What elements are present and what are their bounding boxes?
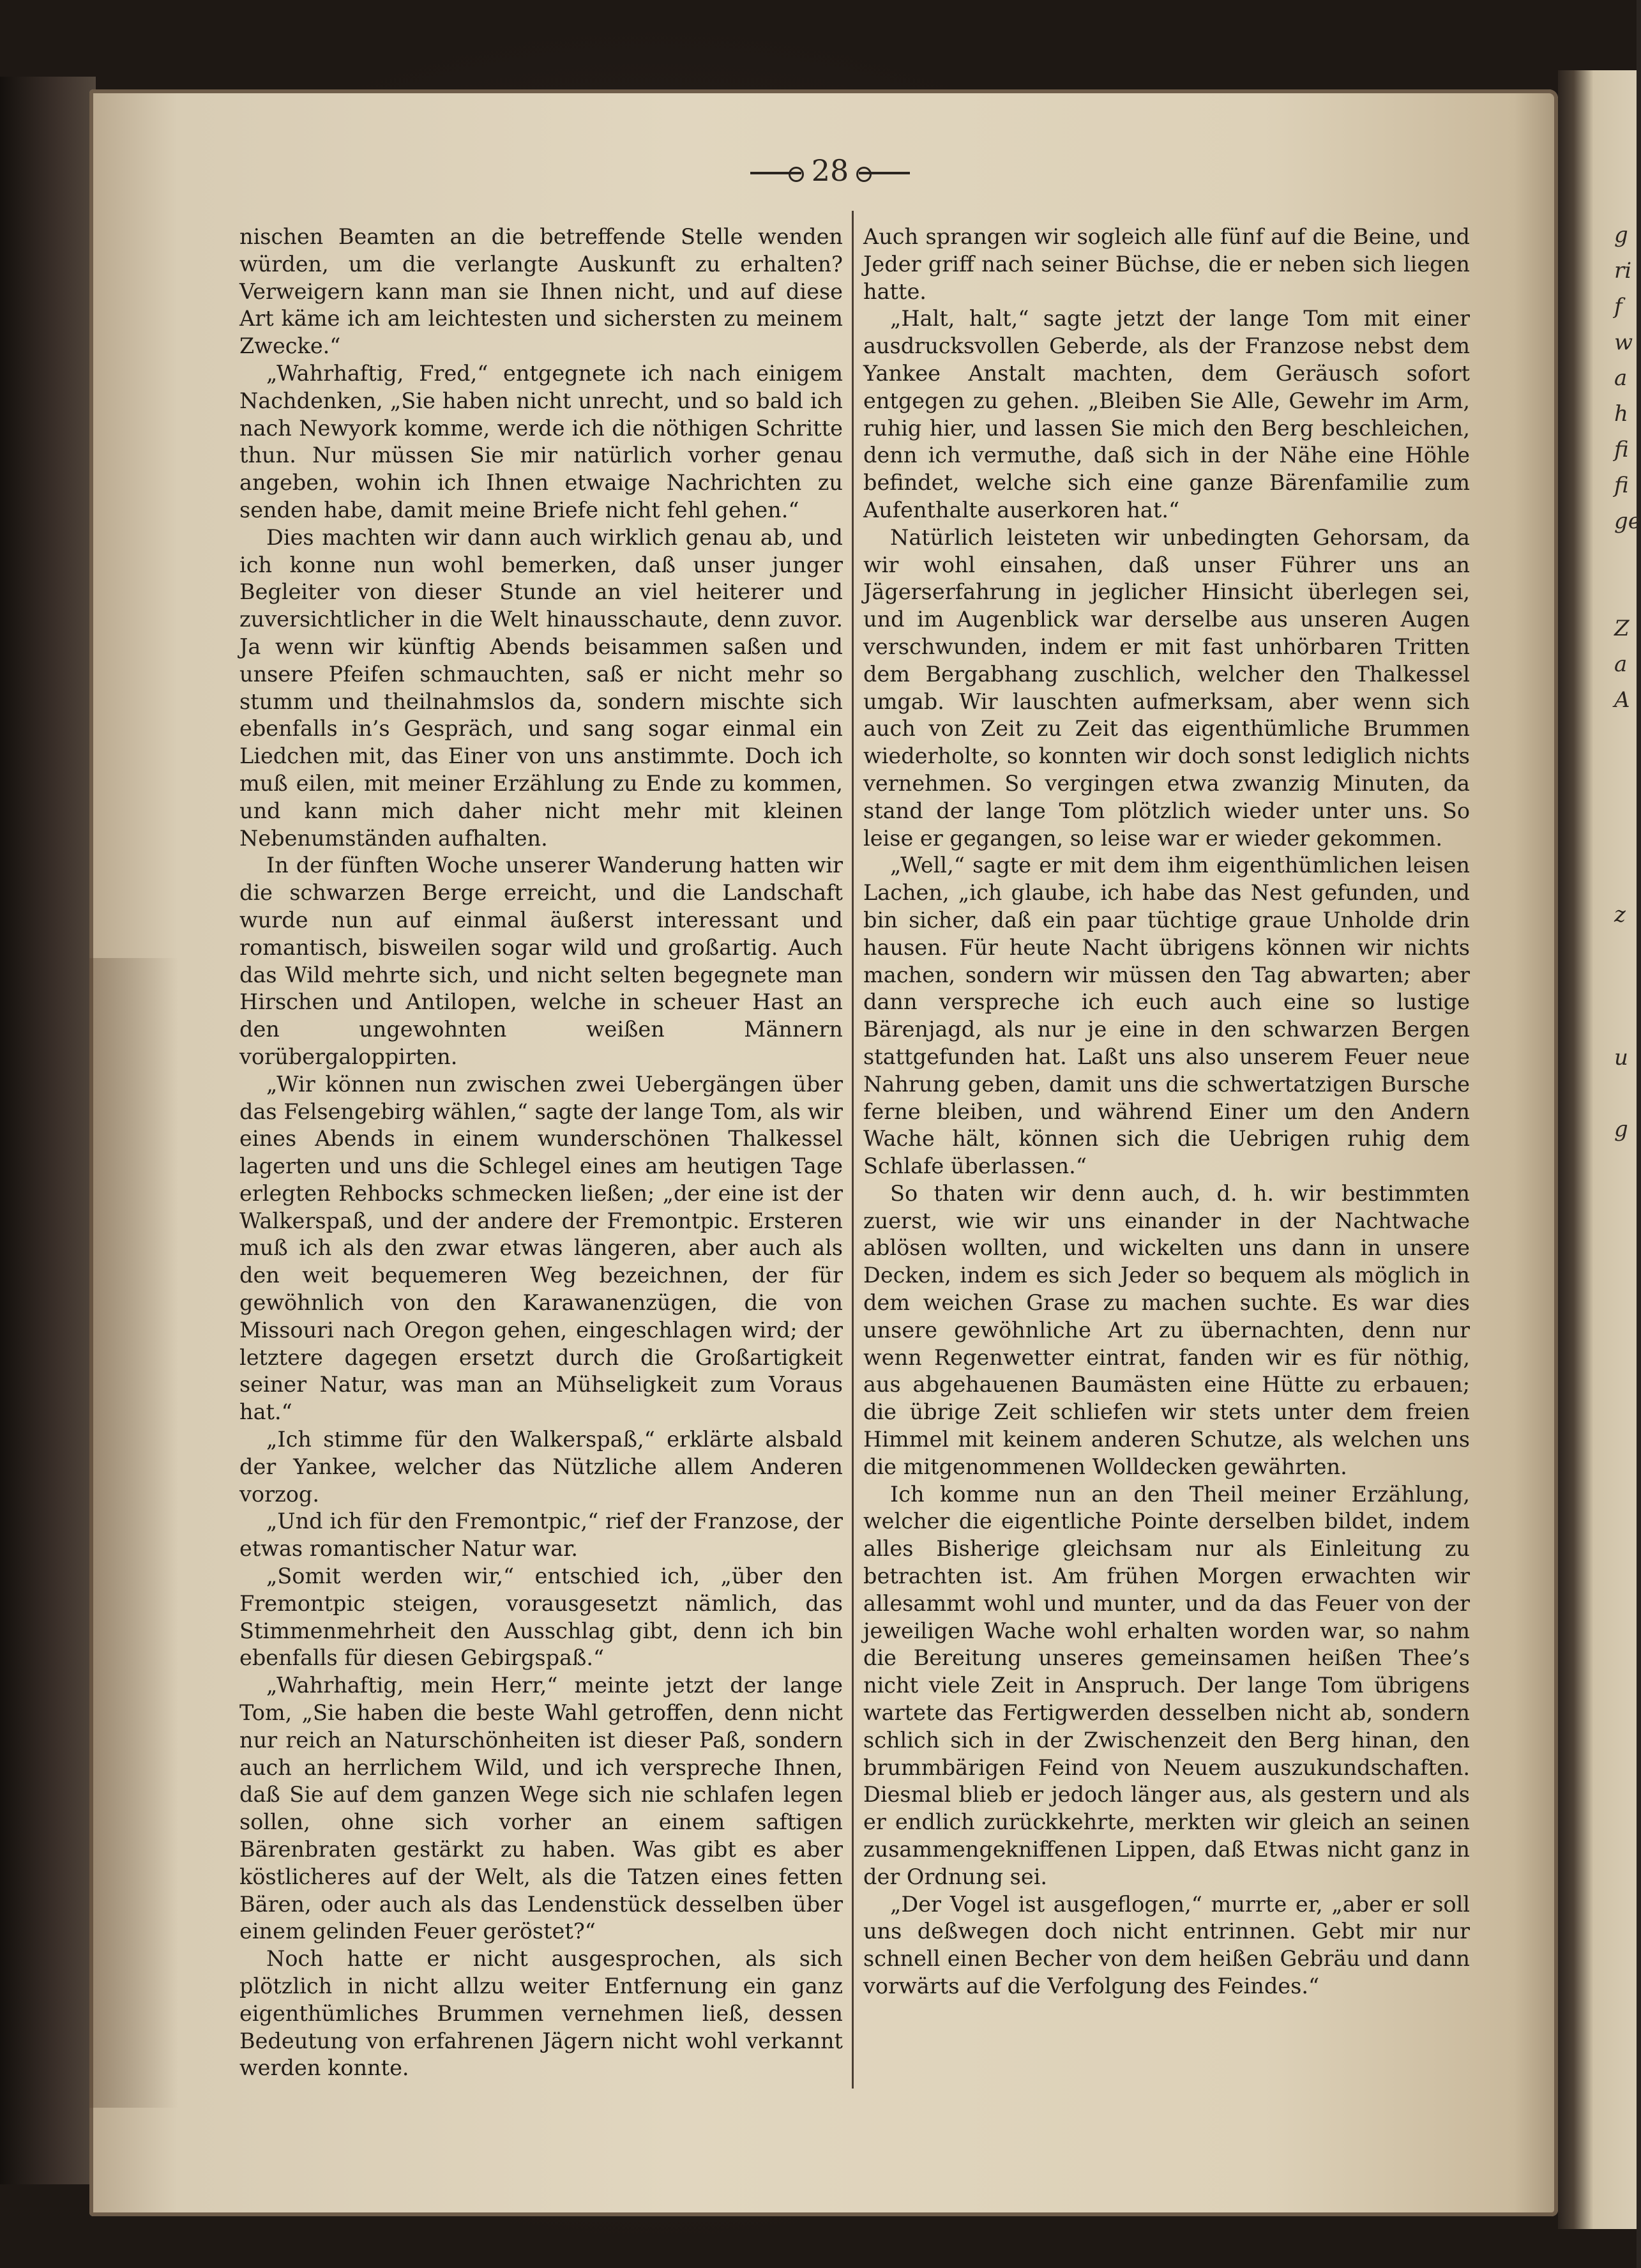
edge-letter (1614, 789, 1637, 825)
edge-letter (1614, 1076, 1637, 1111)
edge-letter: ge (1614, 508, 1641, 534)
edge-letter (1614, 718, 1637, 754)
edge-letter: fi (1614, 473, 1629, 498)
edge-letter: h (1614, 401, 1628, 427)
facing-page-letters (1614, 217, 1641, 1219)
paragraph: In der fünften Woche unserer Wanderung hatten wir die schwarzen Berge erreicht, und die Landschaft wurde nun auf einmal äußerst interessant und romantisch, bisweilen sogar wild und großartig. Auch das Wild mehrte sich, und nicht selten begegnete man Hirschen und Antilopen, welche in scheuer Hast an den ungewohnten weißen Männern vorübergaloppirten. (239, 853, 843, 1069)
paragraph: „Somit werden wir,“ entschied ich, „über den Fremontpic steigen, vorausgesetzt nämlich, das Stimmenmehrheit den Ausschlag gibt, denn ich bin ebenfalls für diesen Gebirgspaß.“ (239, 1564, 843, 1671)
edge-letter: a (1614, 651, 1628, 677)
edge-letter: f (1614, 294, 1622, 319)
edge-letter (1614, 1004, 1637, 1040)
ornament-right (859, 172, 910, 174)
paragraph: „Der Vogel ist ausgeflogen,“ murrte er, „aber er soll uns deßwegen doch nicht entrinnen. Gebt mir nur schnell einen Becher von dem heißen Gebräu und dann vorwärts auf die Verfolgung des Feindes.“ (863, 1891, 1470, 1998)
text-column-right (863, 224, 1470, 2000)
ornament-left (750, 172, 801, 174)
edge-letter: a (1614, 365, 1628, 391)
paragraph: So thaten wir denn auch, d. h. wir bestimmten zuerst, wie wir uns einander in der Nachtwache ablösen wollten, und wickelten uns dann in unsere Decken, indem es sich Jeder so bequem als möglich in dem weichen Grase zu machen suchte. Es war dies unsere gewöhnliche Art zu übernachten, denn nur wenn Regenwetter eintrat, fanden wir es für nöthig, aus abgehauenen Baumästen eine Hütte zu erbauen; die übrige Zeit schliefen wir stets unter dem freien Himmel mit keinem anderen Schutze, als welchen uns die mitgenommenen Wolldecken gewährten. (863, 1180, 1470, 1479)
edge-letter (1614, 1183, 1637, 1219)
edge-letter (1614, 575, 1637, 611)
edge-letter (1614, 1147, 1637, 1183)
paragraph: Natürlich leisteten wir unbedingten Gehorsam, da wir wohl einsahen, daß unser Führer uns an Jägerserfahrung in jeglicher Hinsicht überlegen sei, und im Augenblick war derselbe aus unseren Augen verschwunden, indem er mit fast unhörbaren Tritten dem Bergabhang zuschlich, welcher den Thalkessel umgab. Wir lauschten aufmerksam, aber wenn sich auch von Zeit zu Zeit das eigenthümliche Brummen wiederholte, so konnten wir doch sonst lediglich nichts vernehmen. So vergingen etwa zwanzig Minuten, da stand der lange Tom plötzlich wieder unter uns. So leise er gegangen, so leise war er wieder gekommen. (863, 524, 1470, 851)
edge-letter: Z (1614, 616, 1630, 641)
edge-letter (1614, 539, 1637, 575)
paragraph: „Well,“ sagte er mit dem ihm eigenthümlichen leisen Lachen, „ich glaube, ich habe das Nest gefunden, und bin sicher, daß ein paar tüchtige graue Unholde drin hausen. Für heute Nacht übrigens können wir nichts machen, sondern wir müssen den Tag abwarten; aber dann verspreche ich euch auch eine so lustige Bärenjagd, als nur je eine in den schwarzen Bergen stattgefunden hat. Laßt uns also unserem Feuer neue Nahrung geben, damit uns die schwertatzigen Bursche ferne bleiben, und während Einer um den Andern Wache hält, können sich die Uebrigen ruhig dem Schlafe überlassen.“ (863, 853, 1470, 1179)
edge-letter (1614, 861, 1637, 897)
edge-letter: u (1614, 1045, 1628, 1070)
paragraph: „Und ich für den Fremontpic,“ rief der Franzose, der etwas romantischer Natur war. (239, 1509, 843, 1562)
paragraph: nischen Beamten an die betreffende Stelle wenden würden, um die verlangte Auskunft zu erhalten? Verweigern kann man sie Ihnen nicht, und auf diese Art käme ich am leichtesten und sichersten zu meinem Zwecke.“ (239, 224, 843, 359)
edge-letter: g (1614, 1116, 1628, 1142)
paragraph: „Halt, halt,“ sagte jetzt der lange Tom mit einer ausdrucksvollen Geberde, als der Franzose nebst dem Yankee Anstalt machten, dem Geräusch sofort entgegen zu gehen. „Bleiben Sie Alle, Gewehr im Arm, ruhig hier, und lassen Sie mich den Berg beschleichen, denn ich vermuthe, daß sich in der Nähe eine Höhle befindet, welche sich eine ganze Bärenfamilie zum Aufenthalte auserkoren hat.“ (863, 306, 1470, 522)
page-number-header (734, 153, 926, 192)
page-number: 28 (811, 153, 849, 188)
paragraph: Ich komme nun an den Theil meiner Erzählung, welcher die eigentliche Pointe derselben bildet, indem alles Bisherige gleichsam nur als Einleitung zu betrachten ist. Am frühen Morgen erwachten wir allesammt wohl und munter, und da das Feuer von der jeweiligen Wache wohl erhalten worden war, so nahm die Bereitung unseres gemeinsamen heißen Thee’s nicht viele Zeit in Anspruch. Der lange Tom übrigens wartete das Fertigwerden desselben nicht ab, sondern schlich sich in der Zwischenzeit den Berg hinan, den brummbärigen Feind von Neuem auszukundschaften. Diesmal blieb er jedoch länger aus, als gestern und als er endlich zurückkehrte, merkten wir gleich an seinen zusammengekniffenen Lippen, daß Etwas nicht ganz in der Ordnung sei. (863, 1481, 1470, 1889)
edge-letter: g (1614, 222, 1628, 248)
edge-letter: w (1614, 330, 1633, 355)
paragraph: Auch sprangen wir sogleich alle fünf auf die Beine, und Jeder griff nach seiner Büchse, die er neben sich liegen hatte. (863, 224, 1470, 304)
book-binding-left (0, 77, 96, 2184)
page-stain (89, 958, 179, 2108)
edge-letter: A (1614, 687, 1630, 713)
edge-letter: ri (1614, 258, 1632, 284)
paragraph: „Wir können nun zwischen zwei Uebergängen über das Felsengebirg wählen,“ sagte der lange Tom, als wir eines Abends in einem wunderschönen Thalkessel lagerten und uns die Schlegel eines am heutigen Tage erlegten Rehbocks schmecken ließen; „der eine ist der Walkerspaß, und der andere der Fremontpic. Ersteren muß ich als den zwar etwas längeren, aber auch als den weit bequemeren Weg bezeichnen, der für gewöhnlich von den Karawanenzügen, die von Missouri nach Oregon gehen, eingeschlagen wird; der letztere dagegen ersetzt durch die Großartigkeit seiner Natur, was man an Mühseligkeit zum Voraus hat.“ (239, 1071, 843, 1425)
edge-letter: z (1614, 902, 1626, 927)
edge-letter: fi (1614, 437, 1629, 462)
paragraph: „Ich stimme für den Walkerspaß,“ erklärte alsbald der Yankee, welcher das Nützliche allem Anderen vorzog. (239, 1427, 843, 1507)
column-divider (852, 211, 854, 2089)
paragraph: „Wahrhaftig, Fred,“ entgegnete ich nach einigem Nachdenken, „Sie haben nicht unrecht, und so bald ich nach Newyork komme, werde ich die nöthigen Schritte thun. Nur müssen Sie mir natürlich vorher genau angeben, wohin ich Ihnen etwaige Nachrichten zu senden habe, damit meine Briefe nicht fehl gehen.“ (239, 360, 843, 522)
edge-letter (1614, 932, 1637, 968)
paragraph: „Wahrhaftig, mein Herr,“ meinte jetzt der lange Tom, „Sie haben die beste Wahl getroffen, denn nicht nur reich an Naturschönheiten ist dieser Paß, sondern auch an herrlichem Wild, und ich verspreche Ihnen, daß Sie auf dem ganzen Wege sich nie schlafen legen sollen, ohne sich vorher an einem saftigen Bärenbraten gestärkt zu haben. Was gibt es aber köstlicheres auf der Welt, als die Tatzen eines fetten Bären, oder auch als das Lendenstück desselben über einem gelinden Feuer geröstet?“ (239, 1673, 843, 1944)
edge-letter (1614, 825, 1637, 861)
paragraph: Noch hatte er nicht ausgesprochen, als sich plötzlich in nicht allzu weiter Entfernung ein ganz eigenthümliches Brummen vernehmen ließ, dessen Bedeutung von erfahrenen Jägern nicht wohl verkannt werden konnte. (239, 1946, 843, 2081)
edge-letter (1614, 754, 1637, 789)
paragraph: Dies machten wir dann auch wirklich genau ab, und ich konne nun wohl bemerken, daß unser junger Begleiter von dieser Stunde an viel heiterer und zuversichtlicher in die Welt hinausschaute, denn zuvor. Ja wenn wir künftig Abends beisammen saßen und unsere Pfeifen schmauchten, saß er nicht mehr so stumm und theilnahmslos da, sondern mischte sich ebenfalls in’s Gespräch, und sang sogar einmal ein Liedchen mit, das Einer von uns anstimmte. Doch ich muß eilen, mit meiner Erzählung zu Ende zu kommen, und kann mich daher nicht mehr mit kleinen Nebenumständen aufhalten. (239, 524, 843, 851)
text-column-left (239, 224, 843, 2082)
edge-letter (1614, 968, 1637, 1004)
